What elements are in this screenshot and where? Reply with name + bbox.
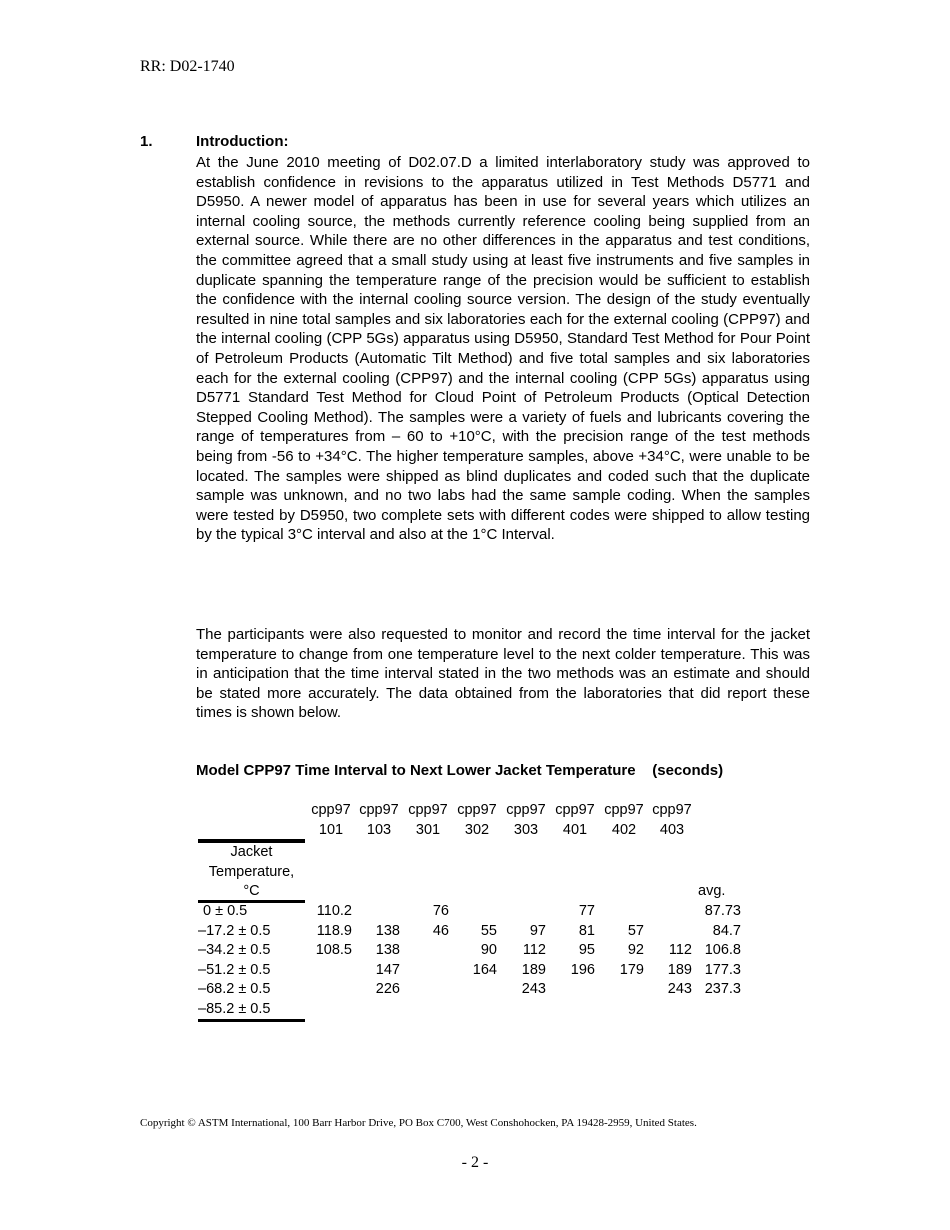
table-cell: 112 bbox=[668, 942, 692, 959]
table-bottom-rule bbox=[198, 1019, 305, 1022]
column-header: cpp97 303 bbox=[506, 802, 546, 838]
table-cell: 76 bbox=[432, 903, 449, 919]
table-cell: 90 bbox=[480, 942, 497, 959]
table-cell: 138 bbox=[375, 942, 400, 959]
table-cell: 55 bbox=[480, 922, 497, 939]
intro-paragraph: At the June 2010 meeting of D02.07.D a limited interlaboratory study was approved to establish confidence in revisions to the apparatus utilized in Test Methods D5771 and D5950. A newer model of apparatus has been in use for several years which utilizes an internal cooling source, the methods currently reference cooling being supplied from an external source. While there are no other differences in the apparatus and test conditions, the committee agreed that a small study using at least five instruments and five samples in duplicate spanning the temperature range of the precision would be sufficient to establish the confidence with the internal cooling source version. The design of the study eventually resulted in nine total samples and six laboratories each for the external cooling (CPP97) and the internal cooling (CPP 5Gs) apparatus using D5950, Standard Test Method for Pour Point of Petroleum Products (Automatic Tilt Method) and five total samples and six laboratories each for the external cooling (CPP97) and the internal cooling (CPP 5Gs) apparatus using D5771 Standard Test Method for Cloud Point of Petroleum Products (Optical Detection Stepped Cooling Method). The samples were a variety of fuels and lubricants covering the range of temperatures from – 60 to +10°C, with the precision range of the test methods being from -56 to +34°C. The higher temperature samples, above +34°C, were unable to be located. The samples were shipped as blind duplicates and coded such that the duplicate sample was unknown, and no two labs had the same sample coding. When the samples were tested by D5950, two complete sets with different codes were shipped to allow testing by the typical 3°C interval and also at the 1°C Interval. bbox=[196, 154, 810, 544]
table-cell: 97 bbox=[529, 922, 546, 939]
table-cell: 92 bbox=[627, 942, 644, 959]
avg-cell: 237.3 bbox=[704, 981, 741, 998]
table-cell: 110.2 bbox=[316, 903, 352, 919]
table-cell: 57 bbox=[627, 922, 644, 939]
table-cell: 243 bbox=[667, 981, 692, 998]
avg-cell: 106.8 bbox=[704, 942, 741, 959]
report-id-header: RR: D02-1740 bbox=[140, 58, 235, 75]
row-label: 0 ± 0.5 bbox=[203, 903, 248, 919]
avg-cell: 177.3 bbox=[704, 961, 741, 978]
avg-cell: 87.73 bbox=[704, 903, 741, 919]
table-title: Model CPP97 Time Interval to Next Lower Jacket Temperature (seconds) bbox=[196, 762, 724, 779]
column-header: cpp97 101 bbox=[311, 802, 351, 838]
section-title: Introduction: bbox=[196, 133, 289, 150]
table-cell: 112 bbox=[522, 942, 546, 959]
table-cell: 179 bbox=[619, 961, 644, 978]
column-header: cpp97 302 bbox=[457, 802, 497, 838]
stub-header: Jacket Temperature, °C bbox=[208, 844, 295, 900]
copyright-footer: Copyright © ASTM International, 100 Barr Harbor Drive, PO Box C700, West Conshohocken, PA 19428-2959, United States. bbox=[140, 1117, 697, 1129]
table-cell: 118.9 bbox=[316, 922, 352, 939]
table-cell: 138 bbox=[375, 922, 400, 939]
table-cell: 108.5 bbox=[315, 942, 352, 959]
table-cell: 81 bbox=[578, 922, 595, 939]
column-header: cpp97 402 bbox=[604, 802, 644, 838]
column-header: cpp97 103 bbox=[359, 802, 399, 838]
column-header: cpp97 401 bbox=[555, 802, 595, 838]
column-header: cpp97 403 bbox=[652, 802, 692, 838]
table-cell: 164 bbox=[472, 961, 497, 978]
table-cell: 147 bbox=[375, 961, 400, 978]
row-label: –51.2 ± 0.5 bbox=[198, 961, 271, 978]
table-cell: 226 bbox=[375, 981, 400, 998]
row-label: –17.2 ± 0.5 bbox=[198, 922, 271, 939]
column-header: cpp97 301 bbox=[408, 802, 448, 838]
table-cell: 243 bbox=[521, 981, 546, 998]
table-cell: 189 bbox=[521, 961, 546, 978]
row-label: –85.2 ± 0.5 bbox=[198, 1001, 271, 1017]
participants-paragraph: The participants were also requested to monitor and record the time interval for the jacket temperature to change from one temperature level to the next colder temperature. This was in anticipation that the time interval stated in the two methods was an estimate and should be stated more accurately. The data obtained from the laboratories that did report these times is shown below. bbox=[196, 626, 810, 722]
page-number: - 2 - bbox=[461, 1154, 489, 1171]
table-cell: 196 bbox=[570, 961, 595, 978]
section-number: 1. bbox=[140, 133, 153, 150]
avg-cell: 84.7 bbox=[712, 922, 741, 939]
avg-header: avg. bbox=[698, 883, 726, 899]
row-label: –34.2 ± 0.5 bbox=[198, 942, 271, 959]
table-cell: 95 bbox=[578, 942, 595, 959]
row-label: –68.2 ± 0.5 bbox=[198, 981, 271, 998]
table-cell: 189 bbox=[667, 961, 692, 978]
table-cell: 46 bbox=[432, 922, 449, 939]
table-cell: 77 bbox=[578, 903, 595, 919]
